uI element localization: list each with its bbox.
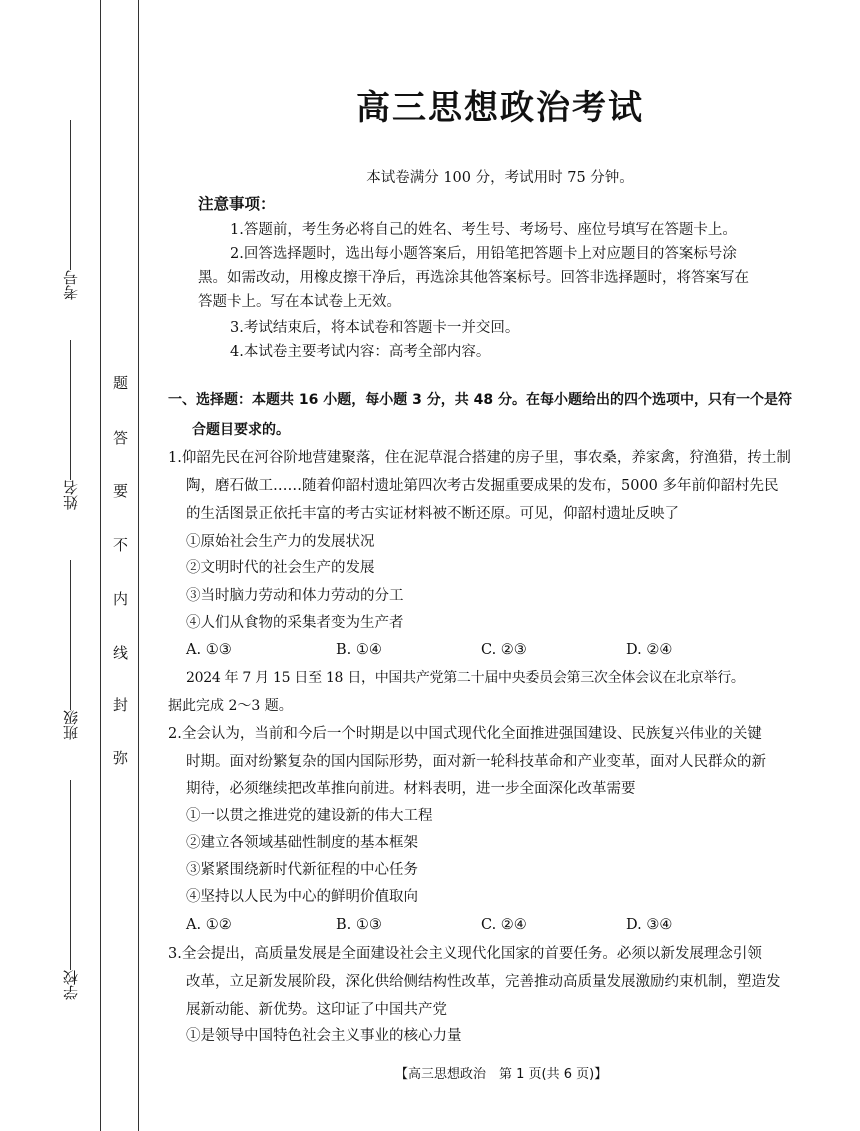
binding-line-right	[138, 0, 139, 1131]
material-intro: 2024 年 7 月 15 日至 18 日，中国共产党第二十届中央委员会第三次全体会议在北京举行。	[186, 670, 745, 686]
statement: ③当时脑力劳动和体力劳动的分工	[186, 588, 404, 604]
note-line: 黑。如需改动，用橡皮擦干净后，再选涂其他答案标号。回答非选择题时，将答案写在	[198, 270, 749, 286]
seal-char: 题	[113, 374, 129, 392]
name-blank	[70, 340, 71, 480]
material-intro: 据此完成 2～3 题。	[168, 698, 293, 714]
student-info-fields	[0, 0, 100, 1131]
exam-info: 本试卷满分 100 分，考试用时 75 分钟。	[366, 170, 634, 186]
option-d[interactable]: D. ③④	[626, 917, 673, 933]
section-heading: 一、选择题：本题共 16 小题，每小题 3 分，共 48 分。在每小题给出的四个选项中，只有一个是符	[168, 392, 792, 408]
section-heading-cont: 合题目要求的。	[192, 422, 290, 438]
option-b[interactable]: B. ①④	[336, 642, 382, 658]
option-c[interactable]: C. ②③	[481, 642, 527, 658]
notes-heading: 注意事项：	[198, 195, 276, 213]
question-stem: 3.全会提出，高质量发展是全面建设社会主义现代化国家的首要任务。必须以新发展理念引领	[168, 946, 762, 962]
note-line: 1.答题前，考生务必将自己的姓名、考生号、考场号、座位号填写在答题卡上。	[230, 222, 737, 238]
note-line: 4.本试卷主要考试内容：高考全部内容。	[230, 344, 491, 360]
option-c[interactable]: C. ②④	[481, 917, 527, 933]
question-stem: 改革，立足新发展阶段，深化供给侧结构性改革，完善推动高质量发展激励约束机制，塑造发	[186, 974, 781, 990]
question-stem: 期待，必须继续把改革推向前进。材料表明，进一步全面深化改革需要	[186, 781, 636, 797]
statement: ④坚持以人民为中心的鲜明价值取向	[186, 889, 418, 905]
note-line: 2.回答选择题时，选出每小题答案后，用铅笔把答题卡上对应题目的答案标号涂	[230, 246, 737, 262]
exam-number-field	[60, 120, 81, 300]
statement: ①原始社会生产力的发展状况	[186, 534, 375, 550]
seal-char: 要	[113, 482, 129, 500]
seal-char: 答	[113, 429, 129, 447]
statement: ③紧紧围绕新时代新征程的中心任务	[186, 862, 418, 878]
note-line: 答题卡上。写在本试卷上无效。	[198, 294, 401, 310]
question-stem: 陶，磨石做工……随着仰韶村遗址第四次考古发掘重要成果的发布，5000 多年前仰韶村先民	[186, 478, 779, 494]
school-label: 学校	[62, 970, 80, 1000]
name-label: 姓名	[62, 480, 80, 510]
option-a[interactable]: A. ①②	[186, 917, 232, 933]
question-stem: 1.仰韶先民在河谷阶地营建聚落，住在泥草混合搭建的房子里，事农桑，养家禽，狩渔猎，抟土制	[168, 450, 791, 466]
exam-number-blank	[70, 120, 71, 270]
school-blank	[70, 780, 71, 970]
option-a[interactable]: A. ①③	[186, 642, 232, 658]
seal-char: 线	[113, 644, 129, 662]
seal-char: 内	[113, 590, 129, 608]
question-stem: 2.全会认为，当前和今后一个时期是以中国式现代化全面推进强国建设、民族复兴伟业的关键	[168, 726, 762, 742]
option-b[interactable]: B. ①③	[336, 917, 382, 933]
binding-line-left	[100, 0, 101, 1131]
page-footer: 【高三思想政治 第 1 页(共 6 页)】	[395, 1067, 608, 1082]
school-field	[60, 780, 81, 1000]
option-d[interactable]: D. ②④	[626, 642, 673, 658]
page-title: 高三思想政治考试	[356, 88, 644, 128]
seal-char: 封	[113, 696, 129, 714]
name-field	[60, 340, 81, 510]
class-field	[60, 560, 81, 740]
question-stem: 的生活图景正依托丰富的考古实证材料被不断还原。可见，仰韶村遗址反映了	[186, 506, 679, 522]
statement: ④人们从食物的采集者变为生产者	[186, 615, 404, 631]
question-stem: 展新动能、新优势。这印证了中国共产党	[186, 1002, 447, 1018]
statement: ②建立各领域基础性制度的基本框架	[186, 835, 418, 851]
seal-char: 弥	[113, 749, 129, 767]
class-label: 班级	[62, 710, 80, 740]
statement: ①是领导中国特色社会主义事业的核心力量	[186, 1028, 462, 1044]
statement: ②文明时代的社会生产的发展	[186, 560, 375, 576]
statement: ①一以贯之推进党的建设新的伟大工程	[186, 808, 433, 824]
note-line: 3.考试结束后，将本试卷和答题卡一并交回。	[230, 320, 520, 336]
seal-char: 不	[113, 536, 129, 554]
class-blank	[70, 560, 71, 710]
seal-line-notice	[105, 372, 135, 772]
question-stem: 时期。面对纷繁复杂的国内国际形势，面对新一轮科技革命和产业变革，面对人民群众的新	[186, 754, 766, 770]
exam-number-label: 考号	[62, 270, 80, 300]
